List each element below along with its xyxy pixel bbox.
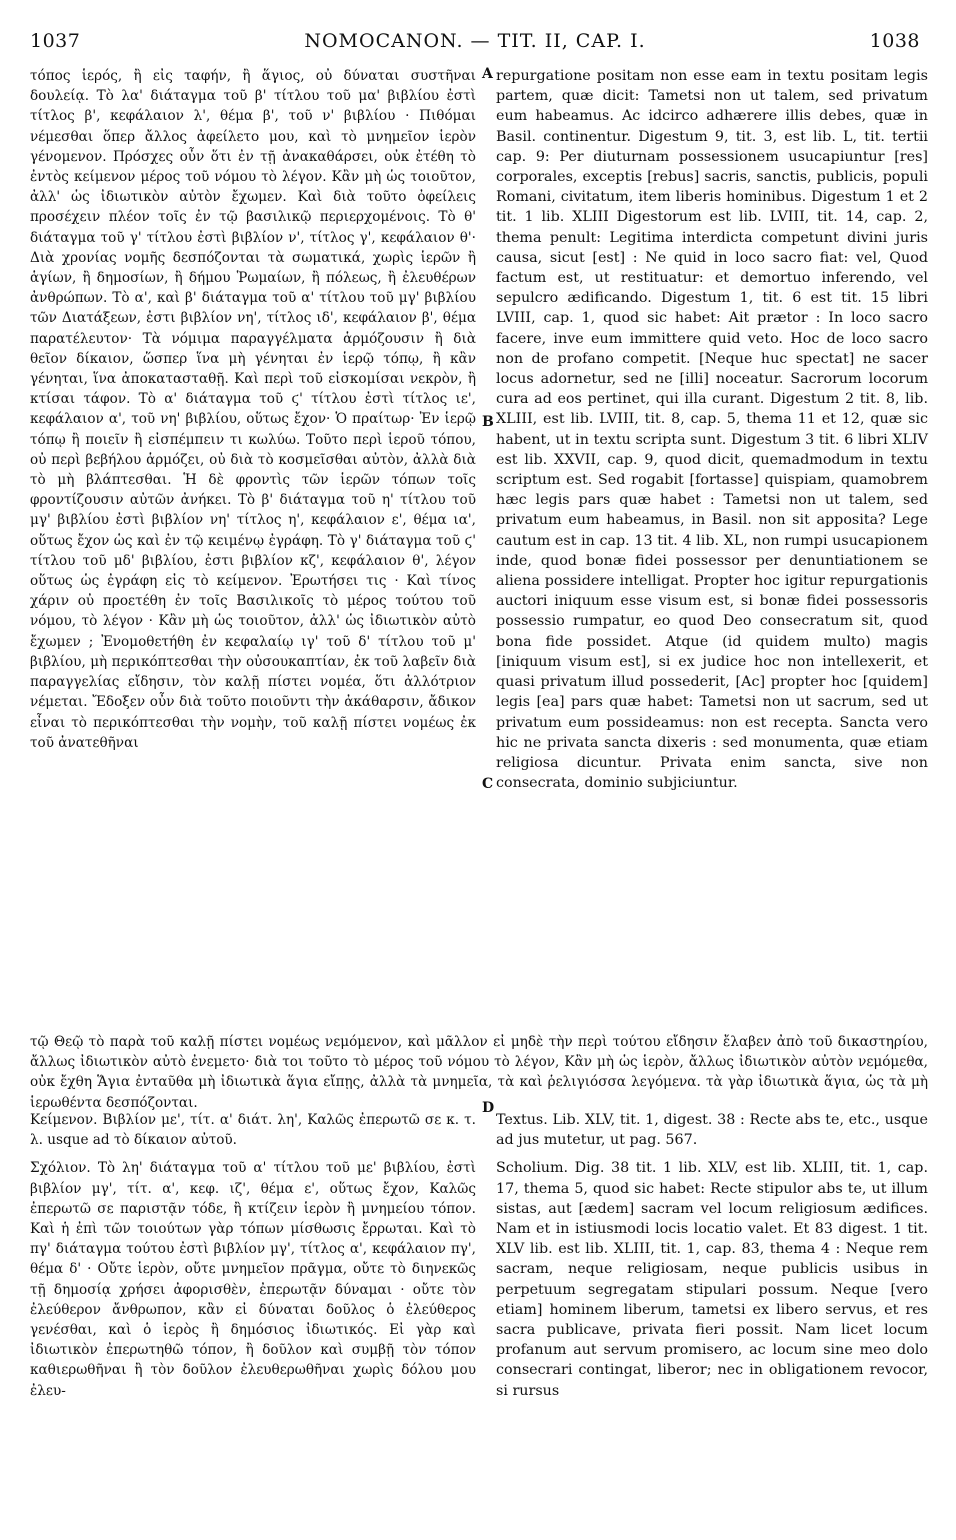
greek-column-bottom	[30, 1110, 476, 1401]
greek-column-top	[30, 66, 476, 753]
page-number-right: 1038	[869, 30, 920, 52]
latin-column-top	[496, 66, 928, 793]
margin-letter-d: D	[482, 1100, 495, 1116]
margin-letter-c: C	[482, 776, 494, 792]
greek-scholion: Σχόλιον. Τὸ λη' διάταγμα τοῦ α' τίτλου τοῦ με' βιβλίου, ἐστὶ βιβλίον μγ', τίτ. α', κεφ. ιζ', θέμα ε', οὕτως ἔχον, Καλῶς ἐπερωτῶ σε παριστᾷν τόδε, ἢ κτίζειν ἱερὸν ἢ μνημείου τόπον. Καὶ ἡ ἐπὶ τῶν τοιούτων γὰρ τόπων μίσθωσις ἔρρωται. Καὶ τὸ πγ' διάταγμα τούτου ἐστὶ βιβλίον μγ', τίτλος α', κεφάλαιον πγ', θέμα δ' · Οὔτε ἱερὸν, οὔτε μνημεῖον πρᾶγμα, οὔτε τὸ διηνεκῶς τῇ δημοσίᾳ χρήσει ἀφορισθὲν, ἐπερωτᾷν δύναμαι · οὔτε τὸν ἐλεύθερον ἄνθρωπον, κἂν εἰ δύναται δοῦλος ὁ ἐλεύθερος γενέσθαι, καὶ ὁ ἱερὸς ἢ δημόσιος ἰδιωτικός. Εἰ γὰρ καὶ ἰδιωτικὸν ἐπερωτηθῶ τόπον, ἢ δοῦλον καὶ συμβῇ τὸν τόπον καθιερωθῆναι ἢ τὸν δοῦλον ἐλευθερωθῆναι χωρὶς δόλου μου ἐλευ-	[30, 1160, 476, 1399]
greek-text-line: Κείμενον. Βιβλίον με', τίτ. α' διάτ. λη', Καλῶς ἐπερωτῶ σε κ. τ. λ. usque ad τὸ δίκαιον αὐτοῦ.	[30, 1112, 476, 1149]
latin-scholium: Scholium. Dig. 38 tit. 1 lib. XLV, est lib. XLIII, tit. 1, cap. 17, thema 5, quod sic habet: Recte stipulor abs te, ut illum sistas, aut [ædem] sacram vel locum religiosum ædifices. Nam et in istiusmodi locis locatio valet. Et 83 digest. 1 tit. XLV lib. est lib. XLIII, tit. 1, cap. 83, thema 4 : Neque rem sacram, neque religiosam, neque publicis usibus in perpetuum segregatam stipulari possum. Neque [vero etiam] hominem liberum, tametsi ex libero servus, et res sacra publicave, privata fieri possit. Nam licet locum profanum aut servum promisero, ac locum sine meo dolo consecrari contingat, liberor; nec in obligationem revocor, si rursus	[496, 1160, 928, 1399]
greek-full-width-block	[30, 1032, 928, 1113]
greek-full-paragraph: τῷ Θεῷ τὸ παρὰ τοῦ καλῇ πίστει νομέως νεμόμενον, καὶ μᾶλλον εἰ μηδὲ τὴν περὶ τούτου εἴδησιν ἔλαβεν ἀπὸ τοῦ δικαστηρίου, ἄλλως ἰδιωτικὸν αὐτὸ ἐνεμετο· διὰ τοι τοῦτο τὸ μέρος τοῦ νόμου τὸ λέγον, Κἂν μὴ ὡς ἱερὸν, ἄλλως ἰδιωτικὸν αὐτὸν νεμόμεθα, οὐκ ἔχθη Ἅγια ἐνταῦθα μὴ ἰδιωτικὰ ἅγια εἴπῃς, ἀλλὰ τὰ μνημεῖα, τὰ καὶ ῥελιγιόσσα λεγόμενα. τὰ γὰρ ἰδιωτικὰ ἅγια, ὡς τὰ μὴ ἱερωθέντα δεσπόζονται.	[30, 1034, 928, 1111]
latin-paragraph: repurgatione positam non esse eam in textu positam legis partem, quæ dicit: Tametsi non ut talem, sed privatum eum habeamus. Ac idcirco adhærere illis debes, quæ in Basil. continentur. Digestum 9, tit. 3, est lib. L, tit. tertii cap. 9: Per diuturnam possessionem usucapiuntur [res] corporales, exceptis [rebus] sacris, sanctis, publicis, populi Romani, civitatum, item liberis hominibus. Digestum 1 et 2 tit. 1 lib. XLIII Digestorum est lib. LVIII, tit. 14, cap. 2, thema penult: Legitima interdicta competunt divini juris causa, sicut [est] : Ne quid in loco sacro fiat: vel, Quod factum est, ut restituatur: et demortuo inferendo, vel sepulcro ædificando. Digestum 1, tit. 6 est tit. 15 libri LVIII, cap. 1, quod sic habet: Ait prætor : In loco sacro facere, inve eum immittere quid veto. Hoc de loco sacro non de profano competit. [Neque huc spectat] ne sacer locus adornetur, sed ne [illi] noceatur. Sacrorum locorum cura ad eos pertinet, qui illa curant. Digestum 2 tit. 8, lib. XLIII, est lib. LVIII, tit. 8, cap. 5, thema 11 et 12, quæ sic habent, ut in textu scripta sunt. Digestum 3 tit. 6 libri XLIV est lib. XXVII, cap. 9, quod dicit, quemadmodum in textu scriptum est. Sed rogabit [fortasse] quispiam, quamobrem hæc legis pars quæ habet : Tametsi non ut talem, sed privatum eum habeamus, in Basil. non sit apposita? Lege cautum est in cap. 13 tit. 4 lib. XL, non rumpi usucapionem inde, quod bonæ fidei possessor per denuntiationem se aliena possidere intelligat. Propter hoc igitur repurgationis auctori iniquum esse visum est, si bonæ fidei possessoris possessio rumpatur, eo quod Deo consecratum sit, quod bona fide possidet. Atque (id quidem multo) magis [iniquum visum est], si ex judice hoc non intellexerit, et quasi privatum illud possederit, [Ac] propter hoc [quidem] legis [ea] pars quæ habet: Tametsi non ut sacrum, sed ut privatum eum possideamus: non est recepta. Sancta vero hic ne privata sancta dixeris : sed monumenta, quæ etiam religiosa dicuntur. Privata enim sancta, sive non consecrata, dominio subjiciuntur.	[496, 68, 928, 792]
latin-text-line: Textus. Lib. XLV, tit. 1, digest. 38 : Recte abs te, etc., usque ad jus mutetur, ut pag. 567.	[496, 1112, 928, 1149]
latin-column-bottom	[496, 1110, 928, 1401]
margin-letter-b: B	[482, 414, 494, 430]
running-title: NOMOCANON. — TIT. II, CAP. I.	[304, 30, 646, 52]
page-number-left: 1037	[30, 30, 81, 52]
running-header	[30, 30, 920, 64]
margin-letter-a: A	[482, 66, 493, 82]
greek-paragraph: τόπος ἱερός, ἢ εἰς ταφήν, ἢ ἅγιος, οὐ δύναται συστῆναι δουλείᾳ. Τὸ λα' διάταγμα τοῦ β' τίτλου τοῦ μα' βιβλίου ἐστὶ τίτλος β', κεφάλαιον λ', θέμα β', τοῦ ν' βιβλίου · Πιθόμαι νέμεσθαι ὅπερ ἄλλος ἀφείλετο μου, καὶ τὸ μνημεῖον ἱερὸν γένομενον. Πρόσχες οὖν ὅτι ἐν τῇ ἀνακαθάρσει, οὐκ ἐτέθη τὸ ἐντὸς κείμενον μέρος τοῦ νόμου τὸ λέγον. Κἂν μὴ ὡς τοιοῦτον, ἀλλ' ὡς ἰδιωτικὸν αὐτὸν ἔχωμεν. Καὶ διὰ τοῦτο ὀφείλεις προσέχειν πλέον τοῖς ἐν τῷ βασιλικῷ περιερχομένοις. Τὸ θ' διάταγμα τοῦ γ' τίτλου ἐστὶ βιβλίον ν', τίτλος γ', κεφάλαιον θ'· Διὰ χρονίας νομῆς δεσπόζονται τὰ σωματικά, χωρὶς ἱερῶν ἢ ἁγίων, ἢ δημοσίων, ἢ δήμου Ῥωμαίων, ἢ πόλεως, ἢ ἐλευθέρων ἀνθρώπων. Τὸ α', καὶ β' διάταγμα τοῦ α' τίτλου τοῦ μγ' βιβλίου τῶν Διατάξεων, ἐστι βιβλίον νη', τίτλος ιδ', κεφάλαιον β', θέμα παρατέλευτον· Τὰ νόμιμα παραγγέλματα ἁρμόζουσιν ἢ διὰ θεῖον δίκαιον, ὥσπερ ἵνα μὴ γένηται ἐν ἱερῷ τόπῳ, ἢ κἂν γένηται, ἵνα ἀποκατασταθῇ. Καὶ περὶ τοῦ εἰσκομίσαι νεκρὸν, ἢ κτίσαι τάφον. Τὸ α' διάταγμα τοῦ ϛ' τίτλου ἐστὶ τίτλος ιε', κεφάλαιον α', τοῦ νη' βιβλίου, οὕτως ἔχον· Ὁ πραίτωρ· Ἐν ἱερῷ τόπῳ ἢ ποιεῖν ἢ εἰσπέμπειν τι κωλύω. Τοῦτο περὶ ἱεροῦ τόπου, οὐ περὶ βεβήλου ἁρμόζει, οὐ διὰ τὸ κοσμεῖσθαι αὐτὸν, ἀλλὰ διὰ τὸ μὴ βλάπτεσθαι. Ἡ δὲ φροντὶς τῶν ἱερῶν τόπων τοῖς φροντίζουσιν αὐτῶν ἀνήκει. Τὸ β' διάταγμα τοῦ η' τίτλου τοῦ μγ' βιβλίου ἐστὶ βιβλίον νη' τίτλος η', κεφάλαιον ε', θέμα ια', οὕτως ἔχον ὡς καὶ ἐν τῷ κειμένῳ ἐγράφη. Τὸ γ' διάταγμα τοῦ ϛ' τίτλου τοῦ μδ' βιβλίου, ἐστι βιβλίον κζ', κεφάλαιον θ', λέγον οὕτως ὡς ἐγράφη εἰς τὸ κείμενον. Ἐρωτήσει τις · Καὶ τίνος χάριν οὐ προετέθη ἐν τοῖς Βασιλικοῖς τὸ μέρος τούτου τοῦ νόμου, τὸ λέγον · Κἂν μὴ ὡς τοιοῦτον, ἀλλ' ὡς ἰδιωτικὸν αὐτὸ ἔχωμεν ; Ἐνομοθετήθη ἐν κεφαλαίῳ ιγ' τοῦ δ' τίτλου τοῦ μ' βιβλίου, μὴ περικόπτεσθαι τὴν οὐσουκαπτίαν, ἐκ τοῦ λαβεῖν διὰ παραγγελίας εἴδησιν, τὸν καλῇ πίστει νομέα, ὅτι ἀλλότριον νέμεται. Ἔδοξεν οὖν διὰ τοῦτο ποιοῦντι τὴν ἀκάθαρσιν, ἄδικον εἶναι τὸ περικόπτεσθαι τὴν νομὴν, τοῦ καλῇ πίστει νομέως ἐκ τοῦ ἀνατεθῆναι	[30, 68, 476, 751]
